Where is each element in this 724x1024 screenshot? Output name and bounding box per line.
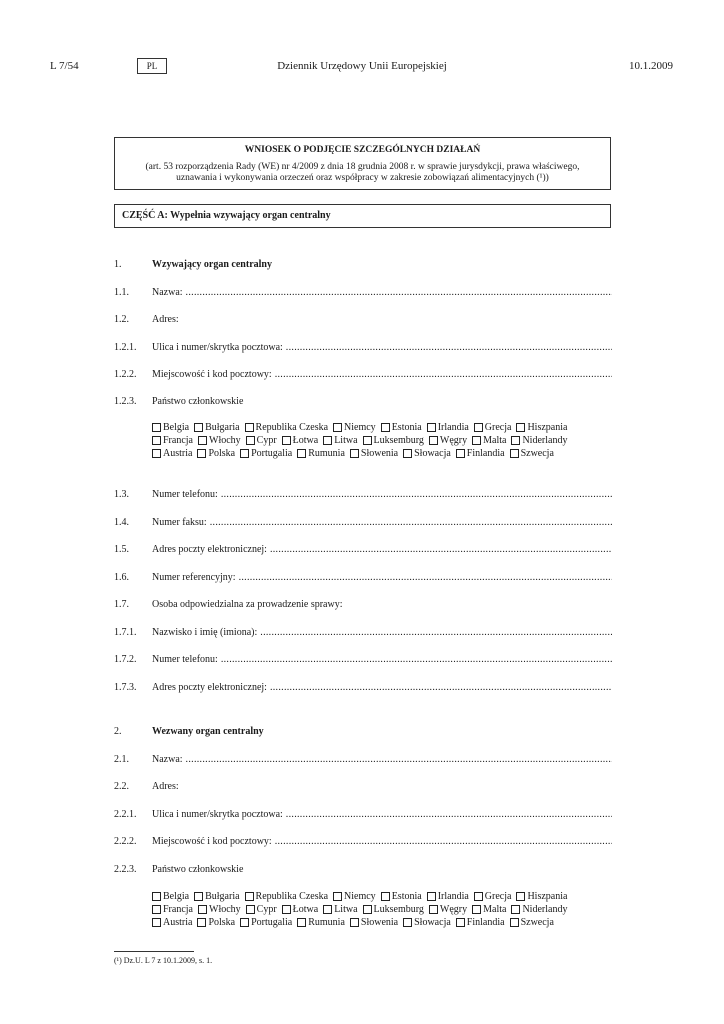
country-checkbox[interactable]	[381, 890, 422, 903]
checkbox-icon[interactable]	[194, 423, 203, 432]
country-checkbox[interactable]	[350, 447, 398, 460]
country-label: Portugalia	[251, 917, 293, 928]
country-label: Estonia	[391, 422, 422, 433]
field-number: 1.	[114, 259, 122, 270]
footnote: (¹) Dz.U. L 7 z 10.1.2009, s. 1.	[114, 956, 213, 965]
field-number: 1.2.1.	[114, 342, 137, 353]
country-checkbox[interactable]	[246, 903, 277, 916]
section-2-heading	[114, 725, 612, 739]
field-label: Adres poczty elektronicznej:	[152, 682, 267, 693]
form-title: WNIOSEK O PODJĘCIE SZCZEGÓLNYCH DZIAŁAŃ	[244, 145, 481, 155]
form-subtitle: (art. 53 rozporządzenia Rady (WE) nr 4/2009 z dnia 18 grudnia 2008 r. w sprawie jurysdykcji, prawa właściwego, uznawania i wykonywania orzeczeń oraz współpracy w zakresie zobowiązań alimentacyjnych (¹))	[145, 162, 580, 183]
country-label: Słowenia	[360, 917, 399, 928]
field-label: Miejscowość i kod pocztowy:	[152, 369, 272, 380]
field-label: Państwo członkowskie	[152, 396, 244, 407]
checkbox-icon[interactable]	[246, 905, 255, 914]
field-label: Miejscowość i kod pocztowy:	[152, 836, 272, 847]
field-number: 1.7.	[114, 599, 129, 610]
country-checkbox[interactable]	[472, 434, 506, 447]
country-label: Belgia	[163, 891, 190, 902]
checkbox-icon[interactable]	[472, 905, 481, 914]
section-title: Wezwany organ centralny	[152, 726, 264, 737]
country-checkbox[interactable]	[516, 421, 567, 434]
checkbox-icon[interactable]	[472, 436, 481, 445]
country-checkbox[interactable]	[197, 447, 235, 460]
checkbox-icon[interactable]	[197, 918, 206, 927]
country-checkbox[interactable]	[472, 903, 506, 916]
country-label: Hiszpania	[527, 422, 568, 433]
country-checkbox[interactable]	[350, 916, 398, 929]
country-checkbox[interactable]	[197, 916, 235, 929]
field-1-3[interactable]	[114, 488, 612, 502]
checkbox-icon[interactable]	[350, 918, 359, 927]
field-1-2-3	[114, 395, 612, 409]
country-checkbox[interactable]	[323, 903, 357, 916]
country-checkbox[interactable]	[363, 903, 424, 916]
field-number: 1.7.1.	[114, 627, 137, 638]
country-checkbox[interactable]	[198, 434, 241, 447]
field-2-1[interactable]	[114, 753, 612, 767]
checkbox-icon[interactable]	[516, 892, 525, 901]
checkbox-icon[interactable]	[323, 905, 332, 914]
field-1-2-2[interactable]	[114, 368, 612, 382]
country-checkbox-group-2	[152, 890, 612, 929]
fill-line[interactable]	[286, 808, 612, 822]
country-label: Austria	[163, 917, 193, 928]
footnote-divider	[114, 951, 194, 952]
country-checkbox[interactable]	[474, 890, 512, 903]
country-checkbox[interactable]	[403, 447, 451, 460]
country-label: Litwa	[334, 435, 358, 446]
checkbox-icon[interactable]	[403, 449, 412, 458]
country-label: Cypr	[256, 435, 277, 446]
country-label: Cypr	[256, 904, 277, 915]
checkbox-icon[interactable]	[427, 423, 436, 432]
field-number: 1.2.2.	[114, 369, 137, 380]
field-label: Adres:	[152, 781, 179, 792]
checkbox-icon[interactable]	[152, 905, 161, 914]
language-badge: PL	[137, 58, 167, 74]
field-1-5[interactable]	[114, 543, 612, 557]
field-1-2-1[interactable]	[114, 341, 612, 355]
country-checkbox[interactable]	[152, 434, 193, 447]
country-checkbox[interactable]	[194, 890, 239, 903]
checkbox-icon[interactable]	[429, 905, 438, 914]
country-checkbox[interactable]	[516, 890, 567, 903]
field-1-2	[114, 313, 612, 327]
checkbox-icon[interactable]	[194, 892, 203, 901]
field-number: 1.7.3.	[114, 682, 137, 693]
field-number: 1.4.	[114, 517, 129, 528]
field-label: Ulica i numer/skrytka pocztowa:	[152, 342, 283, 353]
fill-line[interactable]	[286, 341, 612, 355]
section-title: Wzywający organ centralny	[152, 259, 272, 270]
field-label: Nazwa:	[152, 754, 183, 765]
field-1-7-3[interactable]	[114, 681, 612, 695]
country-checkbox[interactable]	[510, 916, 554, 929]
checkbox-icon[interactable]	[474, 892, 483, 901]
page-reference: L 7/54	[50, 60, 79, 72]
checkbox-icon[interactable]	[510, 449, 519, 458]
country-label: Słowacja	[414, 917, 451, 928]
checkbox-icon[interactable]	[240, 918, 249, 927]
checkbox-icon[interactable]	[511, 905, 520, 914]
country-label: Rumunia	[308, 917, 345, 928]
field-number: 1.3.	[114, 489, 129, 500]
country-label: Łotwa	[292, 904, 319, 915]
country-checkbox[interactable]	[152, 916, 192, 929]
country-checkbox[interactable]	[333, 421, 376, 434]
country-label: Luksemburg	[373, 435, 424, 446]
country-checkbox[interactable]	[456, 916, 505, 929]
checkbox-icon[interactable]	[246, 436, 255, 445]
checkbox-icon[interactable]	[510, 918, 519, 927]
fill-line[interactable]	[221, 488, 612, 502]
field-number: 2.2.3.	[114, 864, 137, 875]
field-label: Nazwisko i imię (imiona):	[152, 627, 258, 638]
country-label: Słowenia	[360, 448, 399, 459]
checkbox-icon[interactable]	[363, 905, 372, 914]
country-checkbox[interactable]	[297, 916, 345, 929]
country-checkbox[interactable]	[194, 421, 239, 434]
field-label: Numer telefonu:	[152, 654, 218, 665]
country-label: Francja	[163, 435, 193, 446]
fill-line[interactable]	[210, 516, 612, 530]
field-2-2-2[interactable]	[114, 835, 612, 849]
country-label: Szwecja	[520, 917, 554, 928]
field-2-2	[114, 780, 612, 794]
country-label: Republika Czeska	[255, 422, 329, 433]
country-label: Irlandia	[437, 891, 469, 902]
country-checkbox[interactable]	[363, 434, 424, 447]
fill-line[interactable]	[270, 543, 612, 557]
country-label: Bułgaria	[205, 891, 240, 902]
section-1-heading	[114, 258, 612, 272]
country-label: Irlandia	[437, 422, 469, 433]
country-label: Węgry	[439, 904, 468, 915]
fill-line[interactable]	[221, 653, 612, 667]
checkbox-icon[interactable]	[429, 436, 438, 445]
checkbox-icon[interactable]	[152, 892, 161, 901]
checkbox-icon[interactable]	[350, 449, 359, 458]
checkbox-icon[interactable]	[474, 423, 483, 432]
field-number: 1.7.2.	[114, 654, 137, 665]
checkbox-icon[interactable]	[245, 892, 254, 901]
checkbox-icon[interactable]	[152, 436, 161, 445]
country-checkbox[interactable]	[429, 903, 467, 916]
country-checkbox[interactable]	[282, 903, 319, 916]
country-label: Polska	[208, 448, 236, 459]
checkbox-icon[interactable]	[381, 423, 390, 432]
country-label: Polska	[208, 917, 236, 928]
field-1-7-2[interactable]	[114, 653, 612, 667]
field-1-7-1[interactable]	[114, 626, 612, 640]
country-checkbox[interactable]	[403, 916, 451, 929]
country-label: Malta	[483, 435, 507, 446]
field-label: Państwo członkowskie	[152, 864, 244, 875]
field-number: 1.1.	[114, 287, 129, 298]
checkbox-icon[interactable]	[333, 892, 342, 901]
checkbox-icon[interactable]	[240, 449, 249, 458]
country-label: Włochy	[209, 904, 241, 915]
country-label: Grecja	[484, 422, 512, 433]
checkbox-icon[interactable]	[282, 905, 291, 914]
checkbox-icon[interactable]	[197, 449, 206, 458]
fill-line[interactable]	[186, 753, 612, 767]
country-checkbox-group-1	[152, 421, 612, 460]
country-label: Francja	[163, 904, 193, 915]
country-checkbox[interactable]	[333, 890, 376, 903]
field-1-4[interactable]	[114, 516, 612, 530]
fill-line[interactable]	[270, 681, 612, 695]
country-label: Luksemburg	[373, 904, 424, 915]
country-checkbox[interactable]	[456, 447, 505, 460]
country-label: Rumunia	[308, 448, 345, 459]
country-checkbox[interactable]	[297, 447, 345, 460]
field-number: 2.2.2.	[114, 836, 137, 847]
checkbox-icon[interactable]	[297, 449, 306, 458]
fill-line[interactable]	[275, 368, 612, 382]
field-label: Osoba odpowiedzialna za prowadzenie sprawy:	[152, 599, 343, 610]
country-label: Bułgaria	[205, 422, 240, 433]
checkbox-icon[interactable]	[456, 918, 465, 927]
checkbox-icon[interactable]	[282, 436, 291, 445]
country-checkbox[interactable]	[152, 890, 189, 903]
country-checkbox[interactable]	[510, 447, 554, 460]
field-label: Adres poczty elektronicznej:	[152, 544, 267, 555]
country-checkbox[interactable]	[152, 421, 189, 434]
checkbox-icon[interactable]	[427, 892, 436, 901]
country-label: Portugalia	[251, 448, 293, 459]
checkbox-icon[interactable]	[456, 449, 465, 458]
field-2-2-3	[114, 863, 612, 877]
field-number: 1.6.	[114, 572, 129, 583]
country-checkbox[interactable]	[240, 447, 292, 460]
country-label: Niderlandy	[522, 435, 568, 446]
country-label: Słowacja	[414, 448, 451, 459]
country-checkbox[interactable]	[323, 434, 357, 447]
fill-line[interactable]	[275, 835, 612, 849]
country-label: Malta	[483, 904, 507, 915]
country-checkbox[interactable]	[511, 903, 567, 916]
checkbox-icon[interactable]	[198, 436, 207, 445]
country-checkbox[interactable]	[427, 421, 469, 434]
country-checkbox[interactable]	[474, 421, 512, 434]
country-label: Republika Czeska	[255, 891, 329, 902]
country-label: Estonia	[391, 891, 422, 902]
checkbox-icon[interactable]	[333, 423, 342, 432]
field-label: Adres:	[152, 314, 179, 325]
checkbox-icon[interactable]	[381, 892, 390, 901]
fill-line[interactable]	[239, 571, 612, 585]
checkbox-icon[interactable]	[152, 918, 161, 927]
checkbox-icon[interactable]	[323, 436, 332, 445]
country-checkbox[interactable]	[381, 421, 422, 434]
checkbox-icon[interactable]	[152, 423, 161, 432]
part-a-heading: CZĘŚĆ A: Wypełnia wzywający organ centralny	[114, 204, 611, 228]
checkbox-icon[interactable]	[297, 918, 306, 927]
field-number: 1.2.	[114, 314, 129, 325]
country-checkbox[interactable]	[429, 434, 467, 447]
checkbox-icon[interactable]	[363, 436, 372, 445]
country-checkbox[interactable]	[511, 434, 567, 447]
country-label: Węgry	[439, 435, 468, 446]
checkbox-icon[interactable]	[516, 423, 525, 432]
field-label: Numer referencyjny:	[152, 572, 236, 583]
field-1-1[interactable]	[114, 286, 612, 300]
country-label: Niemcy	[344, 891, 376, 902]
country-label: Hiszpania	[527, 891, 568, 902]
field-label: Ulica i numer/skrytka pocztowa:	[152, 809, 283, 820]
country-label: Litwa	[334, 904, 358, 915]
field-number: 1.2.3.	[114, 396, 137, 407]
country-checkbox[interactable]	[245, 890, 328, 903]
country-checkbox[interactable]	[152, 447, 192, 460]
checkbox-icon[interactable]	[152, 449, 161, 458]
country-checkbox[interactable]	[152, 903, 193, 916]
country-label: Grecja	[484, 891, 512, 902]
form-title-box	[114, 137, 611, 190]
fill-line[interactable]	[260, 626, 612, 640]
checkbox-icon[interactable]	[403, 918, 412, 927]
checkbox-icon[interactable]	[245, 423, 254, 432]
country-checkbox[interactable]	[245, 421, 328, 434]
field-1-7	[114, 598, 612, 612]
field-label: Numer faksu:	[152, 517, 207, 528]
field-number: 2.1.	[114, 754, 129, 765]
field-number: 2.2.	[114, 781, 129, 792]
field-label: Numer telefonu:	[152, 489, 218, 500]
checkbox-icon[interactable]	[198, 905, 207, 914]
country-label: Włochy	[209, 435, 241, 446]
country-label: Belgia	[163, 422, 190, 433]
checkbox-icon[interactable]	[511, 436, 520, 445]
field-number: 2.	[114, 726, 122, 737]
field-number: 2.2.1.	[114, 809, 137, 820]
country-checkbox[interactable]	[282, 434, 319, 447]
field-label: Nazwa:	[152, 287, 183, 298]
country-checkbox[interactable]	[427, 890, 469, 903]
country-label: Austria	[163, 448, 193, 459]
country-label: Łotwa	[292, 435, 319, 446]
fill-line[interactable]	[186, 286, 612, 300]
country-checkbox[interactable]	[240, 916, 292, 929]
country-label: Niemcy	[344, 422, 376, 433]
country-checkbox[interactable]	[198, 903, 241, 916]
country-label: Finlandia	[466, 448, 505, 459]
publication-date: 10.1.2009	[629, 60, 673, 72]
journal-title: Dziennik Urzędowy Unii Europejskiej	[277, 60, 447, 72]
field-number: 1.5.	[114, 544, 129, 555]
country-label: Niderlandy	[522, 904, 568, 915]
country-label: Finlandia	[466, 917, 505, 928]
country-checkbox[interactable]	[246, 434, 277, 447]
country-label: Szwecja	[520, 448, 554, 459]
field-1-6[interactable]	[114, 571, 612, 585]
field-2-2-1[interactable]	[114, 808, 612, 822]
